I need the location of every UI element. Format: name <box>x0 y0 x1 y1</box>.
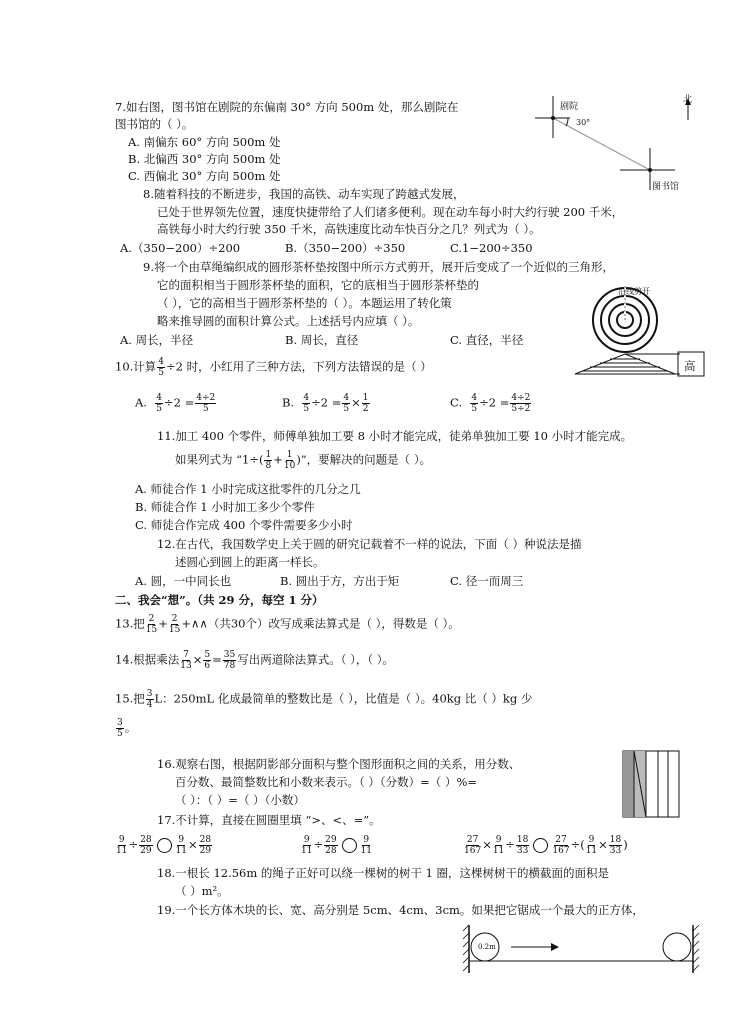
q10-option-a: A. $\frac{4}{5}$ ÷2 = $\frac{4\div 2}{5}$ <box>135 393 216 414</box>
q17-compare-1: $\frac{9}{11}$ ÷ $\frac{28}{29}$ $\frac{9}{11}$ × $\frac{28}{29}$ <box>116 835 212 856</box>
q13: 13.把 $\frac{2}{15}$ + $\frac{2}{15}$ +∧∧（共30个）改写成乘法算式是（ ），得数是（ ）。 <box>115 614 460 635</box>
height-label: 高 <box>684 359 696 373</box>
section-2-heading: 二、我会“想”。（共 29 分，每空 1 分） <box>115 593 324 607</box>
cut-label: 沿线剪开 <box>618 287 650 296</box>
frac-4-5: $\frac{4}{5}$ <box>158 357 165 378</box>
q11-line2: 如果列式为 “1÷( $\frac{1}{8}$ + $\frac{1}{10}$ )”，要解决的问题是（ ）。 <box>175 450 432 471</box>
theater-label: 剧院 <box>560 102 579 112</box>
q11-option-a: A. 师徒合作 1 小时完成这批零件的几分之几 <box>135 482 361 496</box>
q8-line2: 已处于世界领先位置，速度快捷带给了人们诸多便利。现在动车每小时大约行驶 200 千米， <box>157 205 624 219</box>
north-label: 北 <box>683 95 693 105</box>
q9-option-b: B. 周长，直径 <box>285 333 359 347</box>
q7-option-b: B. 北偏西 30° 方向 500m 处 <box>128 152 281 166</box>
compare-circle-3[interactable] <box>533 838 548 853</box>
q11-option-b: B. 师徒合作 1 小时加工多少个零件 <box>135 500 315 514</box>
q8-option-a: A.（350−200）÷200 <box>120 241 241 255</box>
q11-line1: 11.加工 400 个零件，师傅单独加工要 8 小时才能完成，徒弟单独加工要 10 小时才能完成。 <box>157 429 633 443</box>
q14: 14.根据乘法 $\frac{7}{13}$ × $\frac{5}{6}$ = $\frac{35}{78}$ 写出两道除法算式。（ ），（ ）。 <box>115 650 395 671</box>
q9-line2: 它的面积相当于圆形茶杯垫的面积，它的底相当于圆形茶杯垫的 <box>157 278 479 292</box>
q9-line1: 9.将一个由草绳编织成的圆形茶杯垫按图中所示方式剪开，展开后变成了一个近似的三角形， <box>143 260 614 274</box>
q12-option-a: A. 圆，一中同长也 <box>135 574 232 588</box>
q7-line2: 图书馆的（ ）。 <box>115 117 194 131</box>
q8-option-b: B.（350−200）÷350 <box>285 241 406 255</box>
q16-line1: 16.观察右图，根据阴影部分面积与整个图形面积之间的关系，用分数、 <box>157 757 521 771</box>
compare-circle-2[interactable] <box>342 838 357 853</box>
q10-stem: 10.计算 $\frac{4}{5}$ ÷2 时，小红用了三种方法，下列方法错误的是（ ） <box>115 357 432 378</box>
q9-line4: 略来推导圆的面积计算公式。上述括号内应填（ ）。 <box>157 314 420 328</box>
q16-shaded-figure <box>622 750 682 820</box>
q7-option-c: C. 西偏北 30° 方向 500m 处 <box>128 169 281 183</box>
q19-line1: 19.一个长方体木块的长、宽、高分别是 5cm、4cm、3cm。如果把它锯成一个最大的正方体， <box>157 903 644 917</box>
roller-diameter-label: 0.2m <box>478 943 496 951</box>
q16-line2: 百分数、最简整数比和小数来表示。（ ）（分数）=（ ）%= <box>175 775 478 789</box>
q12-option-c: C. 径一而周三 <box>450 574 524 588</box>
q9-option-a: A. 周长，半径 <box>120 333 194 347</box>
q9-option-c: C. 直径，半径 <box>450 333 524 347</box>
q15: 15.把 $\frac{3}{4}$ L：250mL 化成最简单的整数比是（ ），比值是（ ）。40kg 比（ ）kg 少 <box>115 689 533 710</box>
q12-line1: 12.在古代，我国数学史上关于圆的研究记载着不一样的说法，下面（ ）种说法是描 <box>157 537 582 551</box>
q17-compare-3: $\frac{27}{167}$ × $\frac{9}{11}$ ÷ $\frac{18}{33}$ $\frac{27}{167}$ ÷( $\frac{9}{11}$ × $\frac{18}{33}$ ) <box>464 835 628 856</box>
q18-line2: （ ）m²。 <box>175 884 229 898</box>
q11-option-c: C. 师徒合作完成 400 个零件需要多少小时 <box>135 518 353 532</box>
q10-option-c: C. $\frac{4}{5}$ ÷2 = $\frac{4\div 2}{5\div 2}$ <box>450 393 531 414</box>
q8-option-c: C.1−200÷350 <box>450 241 533 255</box>
q7-line1: 7.如右图，图书馆在剧院的东偏南 30° 方向 500m 处，那么剧院在 <box>115 100 459 114</box>
q18-line1: 18.一根长 12.56m 的绳子正好可以绕一棵树的树干 1 圈，这棵树树干的横截面的面积是 <box>157 866 610 880</box>
q8-line3: 高铁每小时大约行驶 350 千米，高铁速度比动车快百分之几？列式为（ ）。 <box>157 222 541 236</box>
q17-compare-2: $\frac{9}{11}$ ÷ $\frac{29}{28}$ $\frac{9}{11}$ <box>301 835 372 856</box>
compare-circle-1[interactable] <box>157 838 172 853</box>
q19-roller-figure <box>463 925 713 975</box>
q16-line3: （ ）：（ ）=（ ）（小数） <box>175 793 305 807</box>
q10-option-b: B. $\frac{4}{5}$ ÷2 = $\frac{4}{5}$ × $\frac{1}{2}$ <box>282 393 369 414</box>
q15-tail: $\frac{3}{5}$ 。 <box>117 718 137 739</box>
q8-line1: 8.随着科技的不断进步，我国的高铁、动车实现了跨越式发展， <box>143 187 465 201</box>
angle-label: 30° <box>576 118 591 127</box>
q17-text: 17.不计算，直接在圆圈里填 “>、<、=”。 <box>157 813 381 827</box>
q12-line2: 述圆心到圆上的距离一样长。 <box>175 555 325 569</box>
library-label: 图书馆 <box>652 182 680 192</box>
q7-option-a: A. 南偏东 60° 方向 500m 处 <box>128 135 281 149</box>
q9-line3: （ ），它的高相当于圆形茶杯垫的（ ）。本题运用了转化策 <box>157 296 452 310</box>
q12-option-b: B. 圆出于方，方出于矩 <box>280 574 400 588</box>
